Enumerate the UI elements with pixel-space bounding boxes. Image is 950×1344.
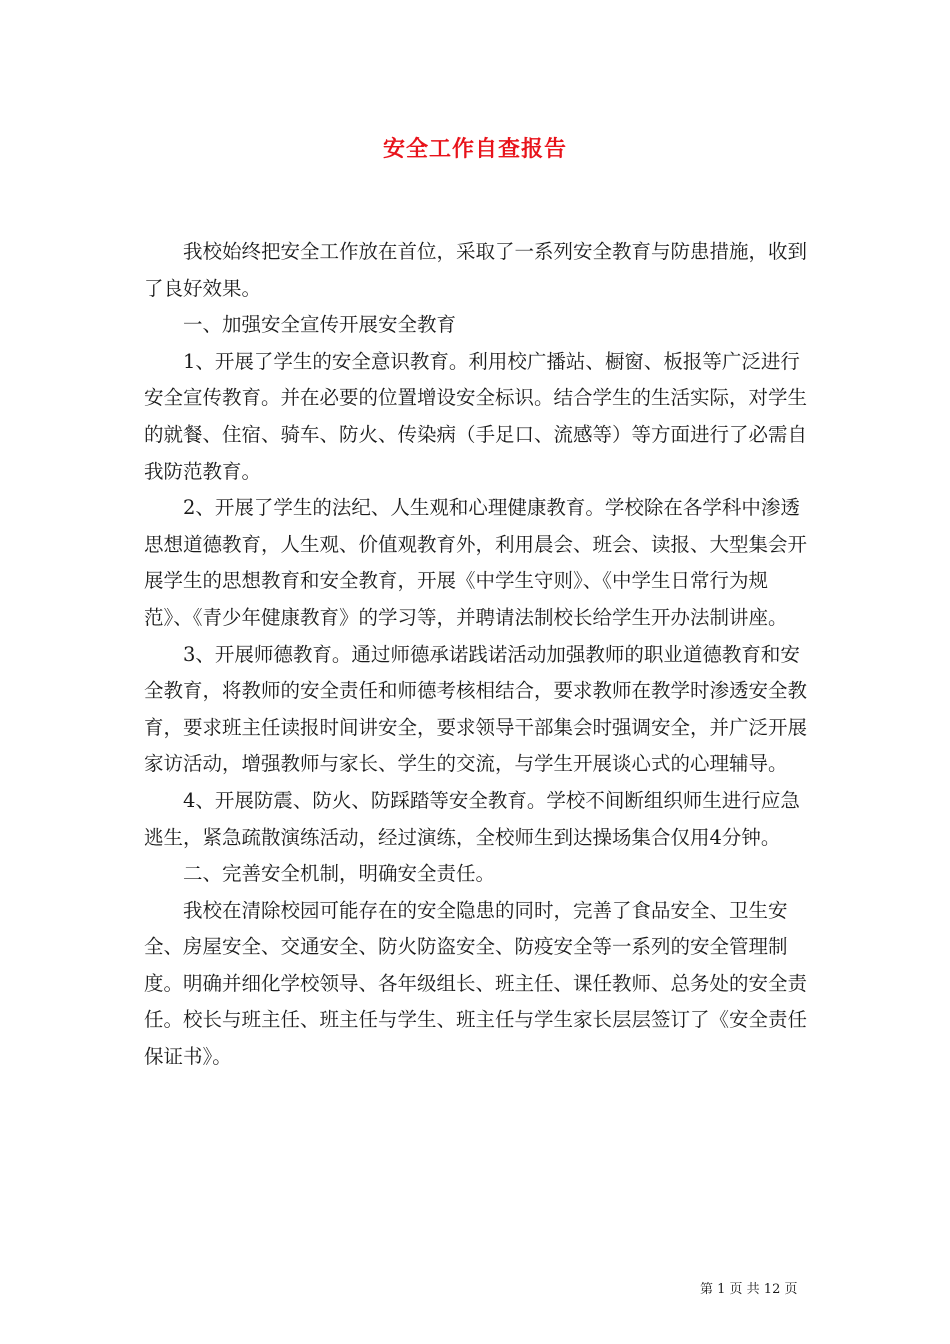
page-number: 第 1 页 共 12 页: [700, 1282, 798, 1297]
paragraph-section-2: 我校在清除校园可能存在的安全隐患的同时，完善了食品安全、卫生安全、房屋安全、交通安全、防火防盗安全、防疫安全等一系列的安全管理制度。明确并细化学校领导、各年级组长、班主任、课任教师、总务处的安全责任。校长与班主任、班主任与学生、班主任与学生家长层层签订了《安全责任保证书》。: [144, 898, 808, 1069]
paragraph-item-2: 2、开展了学生的法纪、人生观和心理健康教育。学校除在各学科中渗透思想道德教育，人生观、价值观教育外，利用晨会、班会、读报、大型集会开展学生的思想教育和安全教育，开展《中学生守则》、《中学生日常行为规范》、《青少年健康教育》的学习等，并聘请法制校长给学生开办法制讲座。: [144, 496, 808, 629]
document-body: [144, 234, 810, 1076]
section-heading-1: 一、加强安全宣传开展安全教育: [183, 313, 457, 337]
paragraph-intro: 我校始终把安全工作放在首位，采取了一系列安全教育与防患措施，收到了良好效果。: [144, 240, 808, 300]
paragraph-item-3: 3、开展师德教育。通过师德承诺践诺活动加强教师的职业道德教育和安全教育，将教师的安全责任和师德考核相结合，要求教师在教学时渗透安全教育，要求班主任读报时间讲安全，要求领导干部集会时强调安全，并广泛开展家访活动，增强教师与家长、学生的交流，与学生开展谈心式的心理辅导。: [144, 642, 808, 776]
paragraph-item-1: 1、开展了学生的安全意识教育。利用校广播站、橱窗、板报等广泛进行安全宣传教育。并在必要的位置增设安全标识。结合学生的生活实际，对学生的就餐、住宿、骑车、防火、传染病（手足口、流感等）等方面进行了必需自我防范教育。: [144, 349, 808, 483]
document-title: 安全工作自查报告: [382, 136, 567, 162]
paragraph-item-4: 4、开展防震、防火、防踩踏等安全教育。学校不间断组织师生进行应急逃生，紧急疏散演练活动，经过演练，全校师生到达操场集合仅用4分钟。: [144, 788, 800, 849]
section-heading-2: 二、完善安全机制，明确安全责任。: [183, 862, 496, 886]
